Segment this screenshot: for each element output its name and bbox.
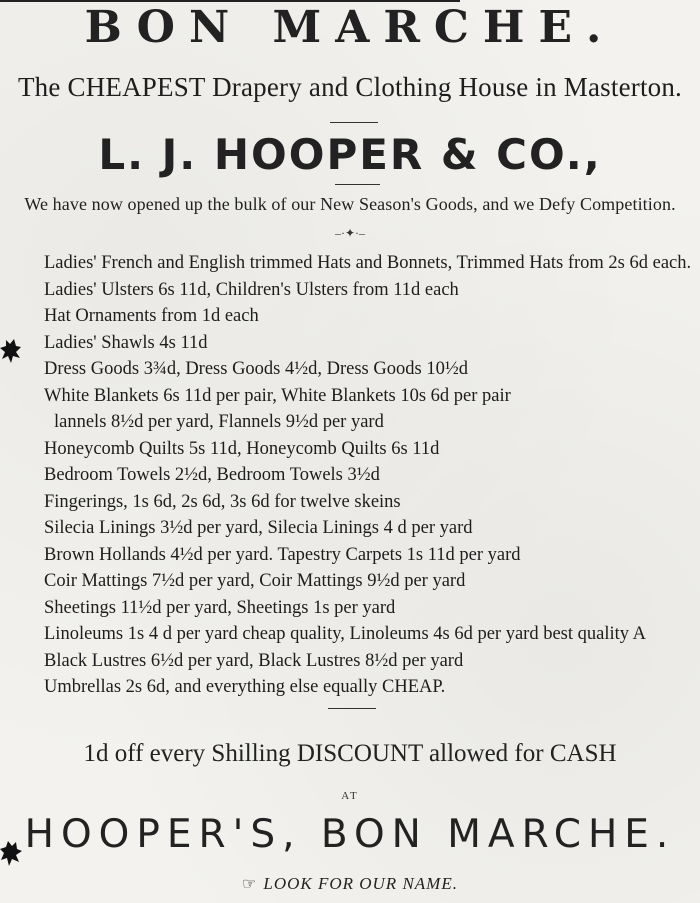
- list-item: Linoleums 1s 4 d per yard cheap quality, Linoleums 4s 6d per yard best quality A: [44, 624, 646, 644]
- list-item: Brown Hollands 4½d per yard. Tapestry Carpets 1s 11d per yard: [44, 544, 521, 565]
- list-item: Silecia Linings 3½d per yard, Silecia Linings 4 d per yard: [44, 518, 473, 538]
- list-item: Ladies' Ulsters 6s 11d, Children's Ulsters from 11d each: [44, 279, 459, 300]
- ink-blot-icon: [0, 338, 22, 364]
- ink-blot-icon: [0, 840, 22, 866]
- ornament-divider: –·✦·–: [335, 226, 366, 240]
- look-for-name-text: LOOK FOR OUR NAME.: [263, 874, 458, 893]
- divider-rule-1: [330, 122, 378, 123]
- tagline: The CHEAPEST Drapery and Clothing House in Masterton.: [17, 72, 683, 102]
- list-item: Ladies' Shawls 4s 11d: [44, 332, 208, 353]
- list-item: lannels 8½d per yard, Flannels 9½d per yard: [54, 412, 384, 432]
- pointing-hand-icon: ☞: [242, 876, 258, 893]
- at-label: AT: [341, 790, 359, 802]
- look-for-name: [0, 874, 700, 894]
- list-item: Ladies' French and English trimmed Hats and Bonnets, Trimmed Hats from 2s 6d each.: [44, 253, 692, 273]
- opened-statement: We have now opened up the bulk of our New Season's Goods, and we Defy Competition.: [24, 194, 676, 214]
- list-item: Black Lustres 6½d per yard, Black Lustres 8½d per yard: [44, 650, 464, 671]
- advertisement-title: BON MARCHE.: [84, 2, 616, 53]
- price-list: [44, 250, 694, 701]
- list-item: Umbrellas 2s 6d, and everything else equally CHEAP.: [44, 677, 446, 697]
- store-name: HOOPER'S, BON MARCHE.: [24, 812, 676, 857]
- list-item: Bedroom Towels 2½d, Bedroom Towels 3½d: [44, 465, 380, 485]
- divider-rule-3: [328, 708, 376, 709]
- list-item: White Blankets 6s 11d per pair, White Blankets 10s 6d per pair: [44, 385, 511, 406]
- list-item: Sheetings 11½d per yard, Sheetings 1s per yard: [44, 597, 396, 618]
- list-item: Hat Ornaments from 1d each: [44, 306, 259, 326]
- list-item: Coir Mattings 7½d per yard, Coir Mattings 9½d per yard: [44, 571, 466, 591]
- list-item: Honeycomb Quilts 5s 11d, Honeycomb Quilts 6s 11d: [44, 438, 440, 459]
- list-item: Dress Goods 3¾d, Dress Goods 4½d, Dress Goods 10½d: [44, 359, 468, 379]
- list-item: Fingerings, 1s 6d, 2s 6d, 3s 6d for twelve skeins: [44, 491, 401, 512]
- discount-notice: 1d off every Shilling DISCOUNT allowed for CASH: [83, 740, 617, 767]
- firm-name: L. J. HOOPER & CO.,: [98, 130, 602, 179]
- divider-rule-2: [335, 184, 380, 185]
